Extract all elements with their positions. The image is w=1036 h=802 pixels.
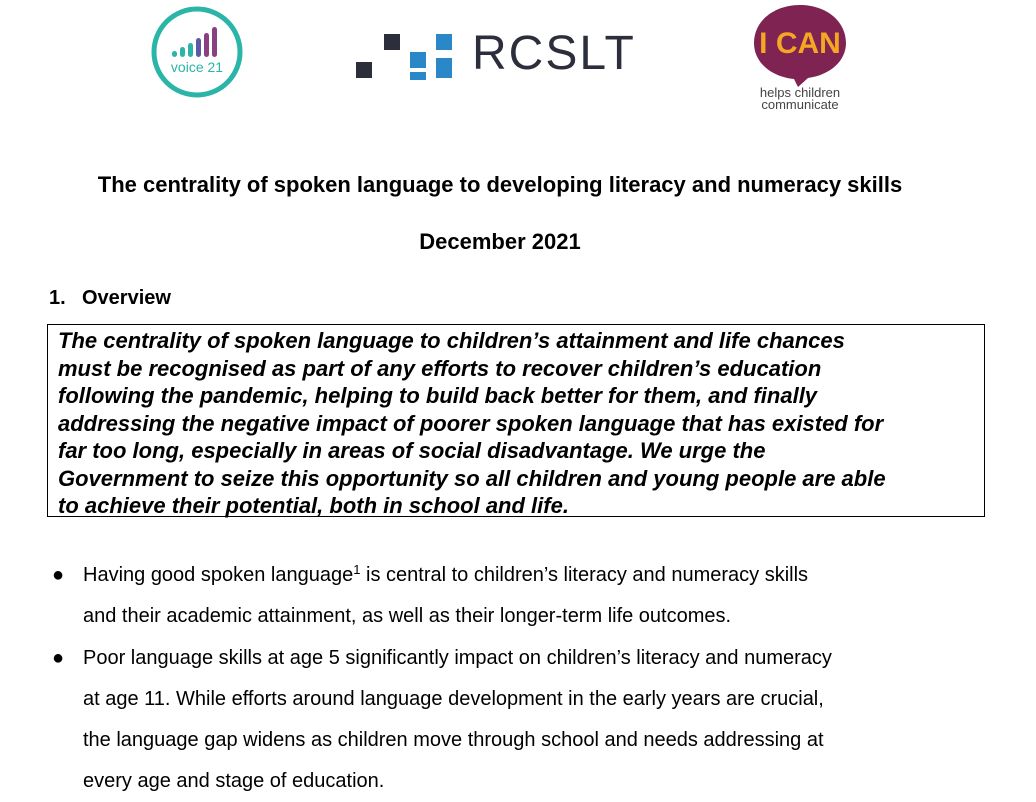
ican-tagline-line-2: communicate bbox=[761, 97, 839, 112]
summary-box bbox=[47, 324, 985, 517]
section-heading bbox=[49, 285, 171, 311]
section-title: Overview bbox=[82, 287, 171, 309]
voice21-logo-mark bbox=[150, 5, 244, 99]
voice21-logo bbox=[150, 5, 244, 99]
bullet-text bbox=[83, 555, 993, 637]
ican-speech-bubble-icon bbox=[750, 3, 850, 87]
document-title: The centrality of spoken language to developing literacy and numeracy skills bbox=[97, 172, 903, 197]
bullet-text-rest: is central to children’s literacy and numeracy skills and their academic attainment, as well as their longer-term life outcomes. bbox=[83, 564, 809, 627]
rcslt-logo bbox=[356, 28, 636, 80]
bullet-marker: ● bbox=[52, 564, 65, 586]
ican-logo bbox=[750, 3, 850, 121]
rcslt-logo-text: RCSLT bbox=[472, 27, 636, 80]
footnote-reference[interactable]: 1 bbox=[353, 562, 361, 577]
bullet-text-lead: Having good spoken language bbox=[83, 564, 354, 586]
rcslt-logo-squares bbox=[356, 28, 466, 80]
section-number: 1. bbox=[49, 287, 66, 309]
ican-tagline-line-1: helps children bbox=[759, 85, 841, 100]
voice21-logo-text: voice 21 bbox=[170, 59, 224, 75]
summary-text: The centrality of spoken language to children’s attainment and life chances must be recognised as part of any efforts to recover children’s education following the pandemic, helping to build back better for them, and finally addressing the negative impact of poorer spoken language that has existed for far too long, especially in areas of social disadvantage. We urge the Government to seize this opportunity so all children and young people are able to achieve their potential, both in school and life. bbox=[58, 328, 886, 518]
document-date: December 2021 bbox=[419, 229, 581, 254]
bullet-text: Poor language skills at age 5 significantly impact on children’s literacy and numeracy at age 11. While efforts around language development in the early years are crucial, the language gap widens as children move through school and needs addressing at every age and stage of education. bbox=[83, 647, 832, 792]
bullet-marker: ● bbox=[52, 647, 65, 669]
ican-badge-text: I CAN bbox=[759, 27, 841, 60]
ican-tagline bbox=[750, 87, 850, 111]
